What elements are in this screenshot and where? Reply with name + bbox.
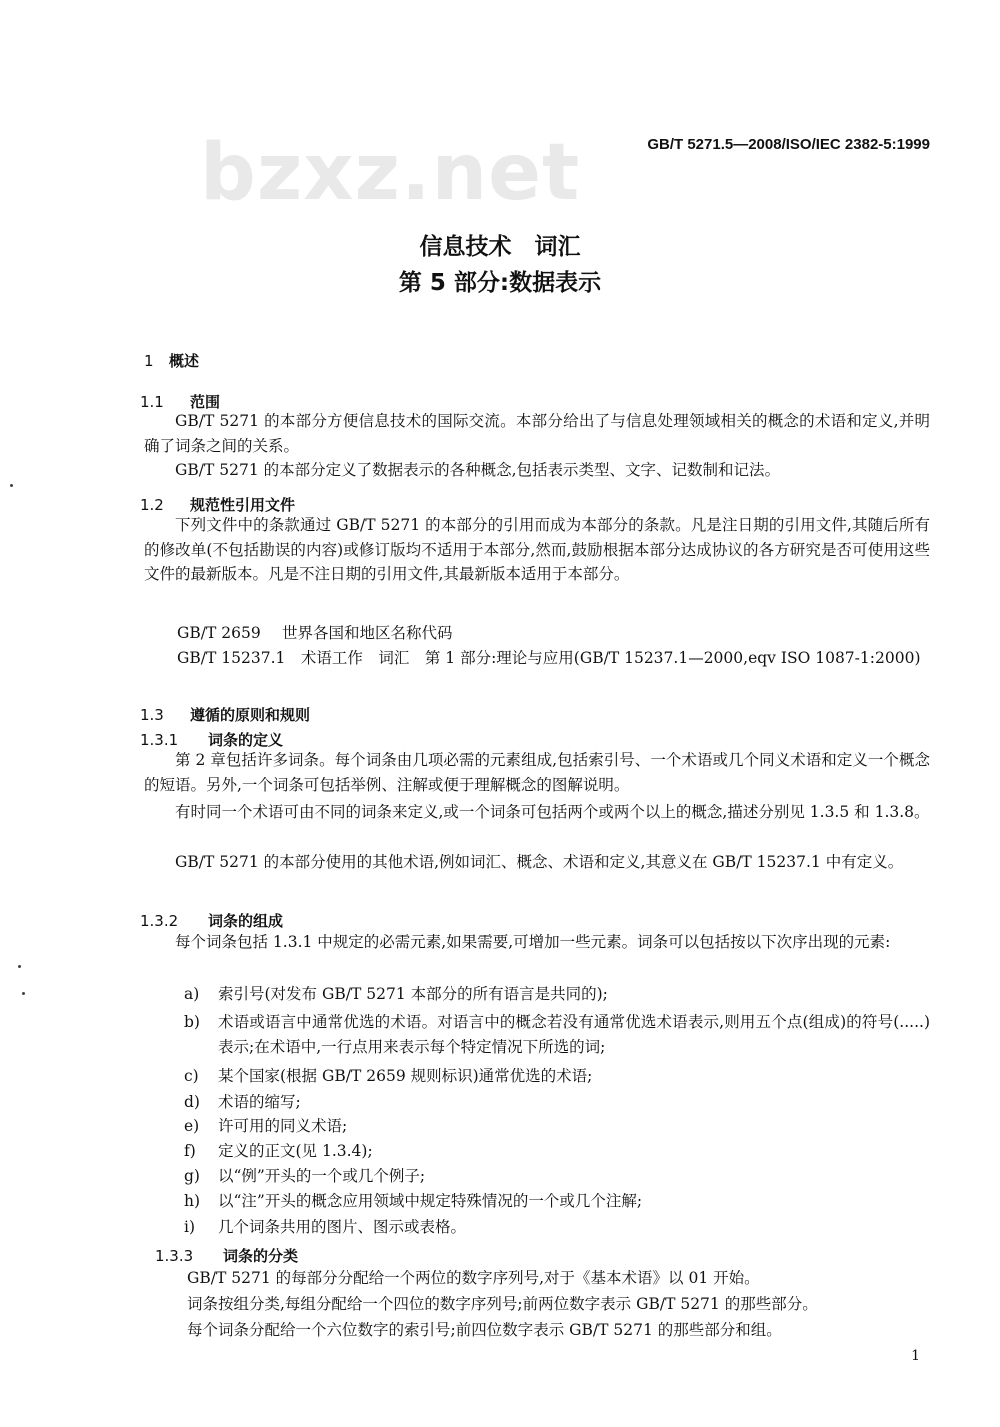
list-marker: g) xyxy=(184,1167,200,1185)
list-marker: f) xyxy=(184,1142,196,1160)
section-number: 1.2 xyxy=(140,496,164,514)
list-text: 几个词条共用的图片、图示或表格。 xyxy=(218,1218,467,1236)
paragraph: 每个词条分配给一个六位数字的索引号;前四位数字表示 GB/T 5271 的那些部分和组。 xyxy=(187,1321,782,1339)
list-item xyxy=(184,1164,930,1189)
list-marker: b) xyxy=(184,1013,200,1031)
scan-speck xyxy=(18,965,21,968)
list-marker: a) xyxy=(184,985,200,1003)
list-item xyxy=(184,982,930,1007)
section-number: 1.1 xyxy=(140,393,164,411)
watermark: bzxz.net xyxy=(200,128,581,218)
section-number: 1.3.2 xyxy=(140,912,179,930)
section-title: 词条的定义 xyxy=(208,731,284,749)
paragraph: GB/T 5271 的本部分使用的其他术语,例如词汇、概念、术语和定义,其意义在 GB/T 15237.1 中有定义。 xyxy=(175,853,904,871)
list-marker: h) xyxy=(184,1192,201,1210)
list-item xyxy=(184,1064,930,1089)
reference-title: 世界各国和地区名称代码 xyxy=(282,624,453,642)
section-heading-1-3 xyxy=(140,704,310,725)
normative-reference xyxy=(177,621,453,646)
section-title: 概述 xyxy=(169,352,200,370)
list-marker: c) xyxy=(184,1067,199,1085)
section-number: 1.3.3 xyxy=(155,1247,194,1265)
section-title: 遵循的原则和规则 xyxy=(190,706,311,724)
list-item xyxy=(184,1139,930,1164)
list-item xyxy=(184,1189,930,1214)
section-title: 规范性引用文件 xyxy=(190,496,296,514)
paragraph: 第 2 章包括许多词条。每个词条由几项必需的元素组成,包括索引号、一个术语或几个同义术语和定义一个概念的短语。另外,一个词条可包括举例、注解或便于理解概念的图解说明。 xyxy=(144,751,930,794)
paragraph: GB/T 5271 的每部分分配给一个两位的数字序列号,对于《基本术语》以 01 开始。 xyxy=(187,1269,760,1287)
list-marker: e) xyxy=(184,1117,200,1135)
section-heading-1-3-3 xyxy=(155,1245,298,1266)
section-heading-1-3-2 xyxy=(140,910,283,931)
section-heading-1-3-1 xyxy=(140,729,283,750)
scan-speck xyxy=(22,992,25,995)
list-text: 索引号(对发布 GB/T 5271 本部分的所有语言是共同的); xyxy=(218,985,608,1003)
list-text: 某个国家(根据 GB/T 2659 规则标识)通常优选的术语; xyxy=(218,1067,593,1085)
page-number: 1 xyxy=(911,1348,920,1364)
paragraph: 下列文件中的条款通过 GB/T 5271 的本部分的引用而成为本部分的条款。凡是注日期的引用文件,其随后所有的修改单(不包括勘误的内容)或修订版均不适用于本部分,然而,鼓励根据本部分达成协议的各方研究是否可使用这些文件的最新版本。凡是不注日期的引用文件,其最新版本适用于本部分。 xyxy=(144,516,930,583)
section-title: 范围 xyxy=(190,393,221,411)
list-text: 以“例”开头的一个或几个例子; xyxy=(218,1167,426,1185)
section-number: 1 xyxy=(144,352,154,370)
list-text: 许可用的同义术语; xyxy=(218,1117,348,1135)
section-title: 词条的分类 xyxy=(223,1247,299,1265)
paragraph: 有时同一个术语可由不同的词条来定义,或一个词条可包括两个或两个以上的概念,描述分别见 1.3.5 和 1.3.8。 xyxy=(175,803,930,821)
document-subtitle: 第 5 部分:数据表示 xyxy=(398,270,602,296)
paragraph: 词条按组分类,每组分配给一个四位的数字序列号;前两位数字表示 GB/T 5271 的那些部分。 xyxy=(187,1295,818,1313)
section-heading-1 xyxy=(144,350,199,371)
list-text: 术语或语言中通常优选的术语。对语言中的概念若没有通常优选术语表示,则用五个点(组成)的符号(.....)表示;在术语中,一行点用来表示每个特定情况下所选的词; xyxy=(218,1013,930,1056)
normative-reference: GB/T 15237.1 术语工作 词汇 第 1 部分:理论与应用(GB/T 15237.1—2000,eqv ISO 1087-1:2000) xyxy=(177,649,921,667)
list-text: 以“注”开头的概念应用领域中规定特殊情况的一个或几个注解; xyxy=(218,1192,643,1210)
list-item xyxy=(184,1090,930,1115)
list-text: 定义的正文(见 1.3.4); xyxy=(218,1142,373,1160)
paragraph: GB/T 5271 的本部分方便信息技术的国际交流。本部分给出了与信息处理领域相关的概念的术语和定义,并明确了词条之间的关系。 xyxy=(144,412,930,455)
list-item xyxy=(184,1114,930,1139)
section-heading-1-2 xyxy=(140,494,295,515)
list-item xyxy=(184,1215,930,1240)
paragraph: GB/T 5271 的本部分定义了数据表示的各种概念,包括表示类型、文字、记数制和记法。 xyxy=(175,461,781,479)
list-text: 术语的缩写; xyxy=(218,1093,301,1111)
section-number: 1.3.1 xyxy=(140,731,179,749)
section-title: 词条的组成 xyxy=(208,912,284,930)
section-number: 1.3 xyxy=(140,706,164,724)
list-marker: i) xyxy=(184,1218,196,1236)
list-item xyxy=(184,1010,930,1059)
reference-code: GB/T 2659 xyxy=(177,624,261,642)
paragraph: 每个词条包括 1.3.1 中规定的必需元素,如果需要,可增加一些元素。词条可以包括按以下次序出现的元素: xyxy=(175,933,891,951)
scan-speck xyxy=(10,484,13,487)
standard-code: GB/T 5271.5—2008/ISO/IEC 2382-5:1999 xyxy=(647,136,930,153)
document-title: 信息技术 词汇 xyxy=(419,234,581,260)
list-marker: d) xyxy=(184,1093,200,1111)
